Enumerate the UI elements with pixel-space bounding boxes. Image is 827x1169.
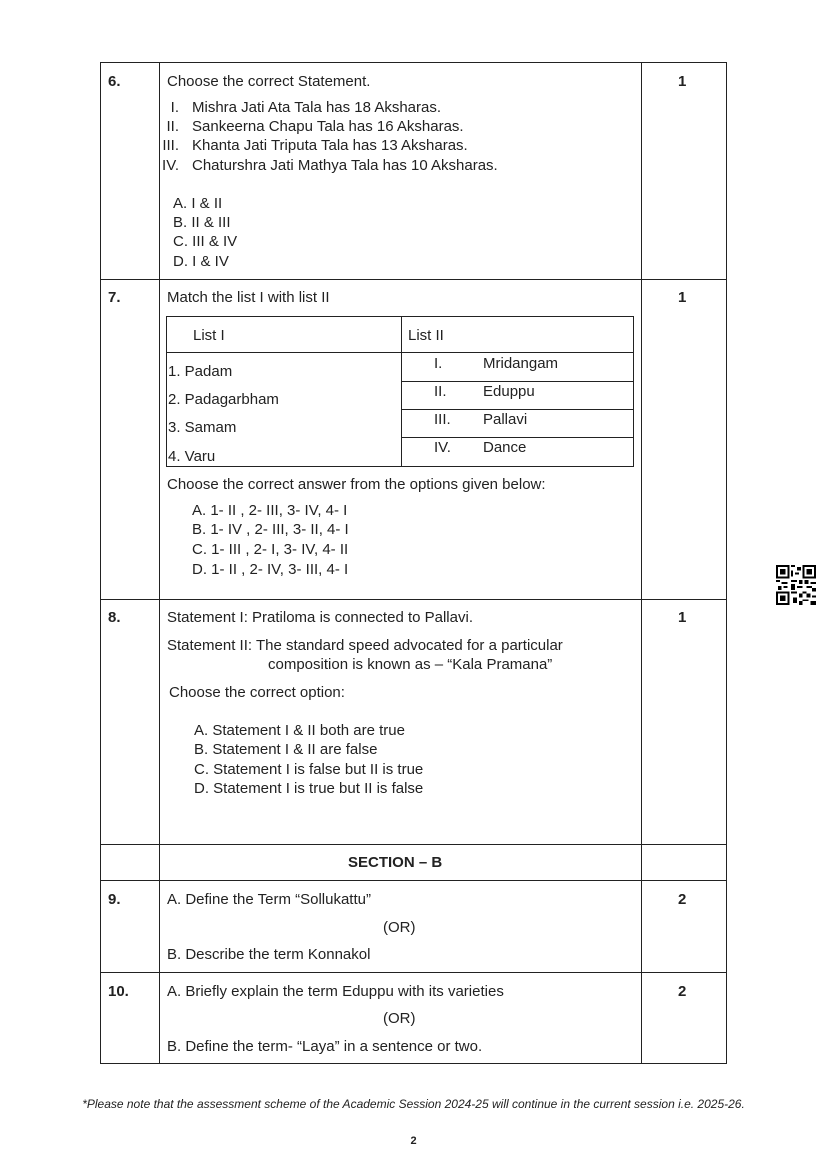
list1-item: 3. Samam: [168, 419, 237, 436]
statement-roman: I.: [170, 99, 179, 116]
list1-header: List I: [193, 327, 225, 344]
list2-header: List II: [408, 327, 444, 344]
or-separator: (OR): [383, 1010, 416, 1027]
statement-two-continued: composition is known as – “Kala Pramana”: [268, 656, 553, 673]
answer-option: C. Statement I is false but II is true: [194, 761, 424, 778]
match-table-row-divider: [401, 381, 633, 382]
table-border-right: [726, 62, 727, 1064]
question-number: 7.: [108, 289, 121, 306]
answer-option: D. Statement I is true but II is false: [194, 780, 424, 797]
question-part-b: B. Define the term- “Laya” in a sentence or two.: [167, 1038, 483, 1055]
match-table-row-divider: [401, 437, 633, 438]
match-table-row-divider: [401, 409, 633, 410]
question-marks: 2: [678, 891, 687, 908]
match-table-header-divider: [167, 352, 633, 353]
list2-item: Dance: [483, 439, 527, 456]
question-marks: 1: [678, 609, 687, 626]
row-divider-9-10: [100, 972, 727, 973]
choose-instruction: Choose the correct answer from the options given below:: [167, 476, 546, 493]
question-number: 6.: [108, 73, 121, 90]
statement-two: Statement II: The standard speed advocated for a particular: [167, 637, 563, 654]
answer-option: B. Statement I & II are false: [194, 741, 378, 758]
list1-item: 1. Padam: [168, 363, 233, 380]
row-divider-7-8: [100, 599, 727, 600]
table-border-col2: [641, 62, 642, 1064]
question-number: 9.: [108, 891, 121, 908]
list1-item: 4. Varu: [168, 448, 216, 465]
row-divider-6-7: [100, 279, 727, 280]
table-border-bottom: [100, 1063, 727, 1064]
answer-option: A. 1- II , 2- III, 3- IV, 4- I: [192, 502, 348, 519]
match-table: [166, 316, 634, 467]
table-border-top: [100, 62, 727, 63]
statement-text: Chaturshra Jati Mathya Tala has 10 Aksharas.: [192, 157, 498, 174]
answer-option: A. I & II: [173, 195, 223, 212]
row-divider-section-9: [100, 880, 727, 881]
list2-roman: IV.: [434, 439, 451, 456]
list1-item: 2. Padagarbham: [168, 391, 279, 408]
list2-roman: II.: [434, 383, 447, 400]
page-number: 2: [410, 1135, 417, 1147]
list2-item: Pallavi: [483, 411, 528, 428]
footer-note: *Please note that the assessment scheme of the Academic Session 2024-25 will continue in the current session i.e. 2025-26.: [82, 1097, 745, 1111]
statement-roman: IV.: [162, 157, 179, 174]
statement-text: Mishra Jati Ata Tala has 18 Aksharas.: [192, 99, 442, 116]
question-prompt: Match the list I with list II: [167, 289, 330, 306]
question-part-b: B. Describe the term Konnakol: [167, 946, 371, 963]
question-marks: 1: [678, 73, 687, 90]
list2-roman: I.: [434, 355, 443, 372]
question-number: 10.: [108, 983, 129, 1000]
choose-instruction: Choose the correct option:: [169, 684, 345, 701]
row-divider-8-section: [100, 844, 727, 845]
or-separator: (OR): [383, 919, 416, 936]
answer-option: C. III & IV: [173, 233, 238, 250]
qr-code-icon: [776, 565, 816, 605]
list2-roman: III.: [434, 411, 451, 428]
question-part-a: A. Briefly explain the term Eduppu with its varieties: [167, 983, 504, 1000]
statement-text: Sankeerna Chapu Tala has 16 Aksharas.: [192, 118, 464, 135]
statement-text: Khanta Jati Triputa Tala has 13 Aksharas.: [192, 137, 468, 154]
section-heading: SECTION – B: [348, 854, 443, 871]
list2-item: Eduppu: [483, 383, 535, 400]
statement-roman: III.: [162, 137, 179, 154]
table-border-col1: [159, 62, 160, 1064]
list2-item: Mridangam: [483, 355, 559, 372]
match-table-divider: [401, 317, 402, 466]
answer-option: B. II & III: [173, 214, 231, 231]
question-marks: 2: [678, 983, 687, 1000]
answer-option: A. Statement I & II both are true: [194, 722, 405, 739]
question-marks: 1: [678, 289, 687, 306]
answer-option: C. 1- III , 2- I, 3- IV, 4- II: [192, 541, 349, 558]
statement-roman: II.: [166, 118, 179, 135]
answer-option: D. I & IV: [173, 253, 229, 270]
statement-one: Statement I: Pratiloma is connected to Pallavi.: [167, 609, 473, 626]
question-part-a: A. Define the Term “Sollukattu”: [167, 891, 371, 908]
question-number: 8.: [108, 609, 121, 626]
question-prompt: Choose the correct Statement.: [167, 73, 371, 90]
answer-option: D. 1- II , 2- IV, 3- III, 4- I: [192, 561, 349, 578]
answer-option: B. 1- IV , 2- III, 3- II, 4- I: [192, 521, 349, 538]
table-border-left: [100, 62, 101, 1064]
